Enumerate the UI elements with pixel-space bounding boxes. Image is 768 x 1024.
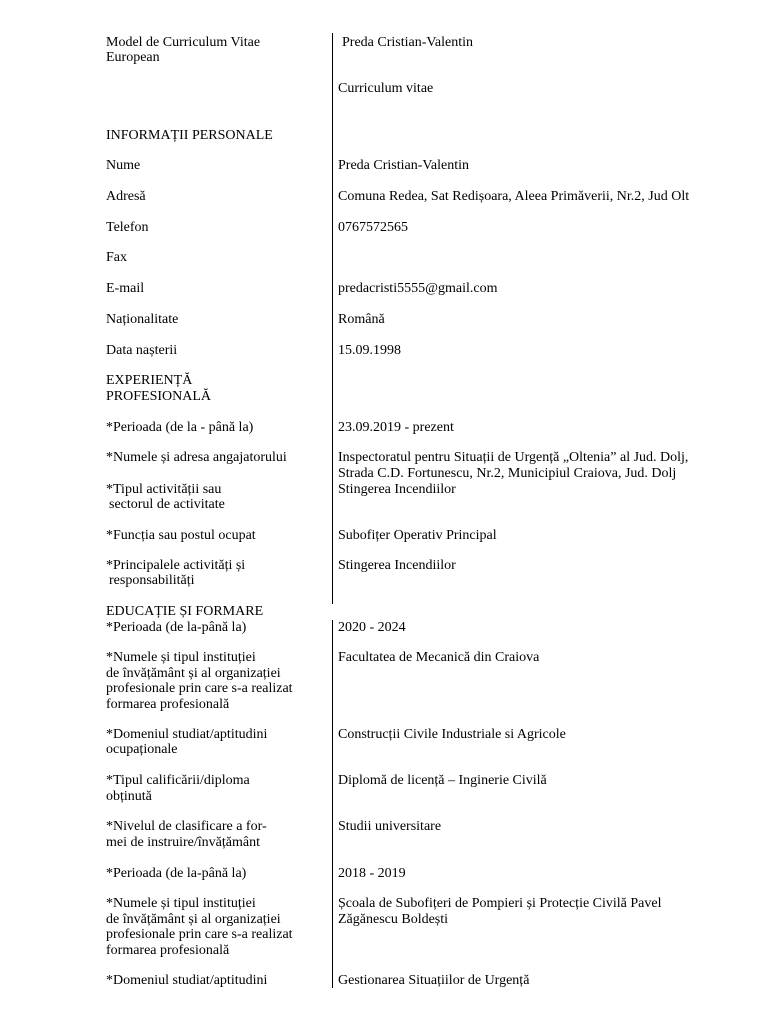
label-phone: Telefon <box>106 220 149 235</box>
label-edu1-period: *Perioada (de la-până la) <box>106 620 247 635</box>
label-duties-line1: *Principalele activități și <box>106 558 246 573</box>
label-edu1-domain-line2: ocupaționale <box>106 742 178 757</box>
label-experience-period: *Perioada (de la - până la) <box>106 420 254 435</box>
label-edu1-domain-line1: *Domeniul studiat/aptitudini <box>106 727 268 742</box>
value-name: Preda Cristian-Valentin <box>338 158 470 173</box>
label-edu1-qualification-line2: obținută <box>106 789 152 804</box>
column-divider-lower <box>332 620 333 988</box>
value-edu1-institution: Facultatea de Mecanică din Craiova <box>338 650 540 665</box>
label-name: Nume <box>106 158 141 173</box>
label-email: E-mail <box>106 281 145 296</box>
value-employer-line1: Inspectoratul pentru Situații de Urgență „Oltenia” al Jud. Dolj, <box>338 450 689 465</box>
header-person-name: Preda Cristian-Valentin <box>342 35 474 50</box>
value-edu2-institution-line2: Zăgănescu Boldești <box>338 912 449 927</box>
section-title-experience-line2: PROFESIONALĂ <box>106 389 212 404</box>
section-title-education: EDUCAȚIE ȘI FORMARE <box>106 604 264 619</box>
label-activity-type-line1: *Tipul activității sau <box>106 482 222 497</box>
value-email: predacristi5555@gmail.com <box>338 281 498 296</box>
value-address: Comuna Redea, Sat Redișoara, Aleea Primăverii, Nr.2, Jud Olt <box>338 189 690 204</box>
label-edu2-period: *Perioada (de la-până la) <box>106 866 247 881</box>
value-edu2-institution-line1: Școala de Subofițeri de Pompieri și Protecție Civilă Pavel <box>338 896 662 911</box>
value-employer-line2: Strada C.D. Fortunescu, Nr.2, Municipiul Craiova, Jud. Dolj <box>338 466 677 481</box>
value-position: Subofițer Operativ Principal <box>338 528 497 543</box>
label-edu1-institution-line2: de învățământ și al organizației <box>106 666 281 681</box>
label-edu1-institution-line1: *Numele și tipul instituției <box>106 650 256 665</box>
label-position: *Funcția sau postul ocupat <box>106 528 256 543</box>
section-title-experience-line1: EXPERIENȚĂ <box>106 373 193 388</box>
cv-model-title-line1: Model de Curriculum Vitae <box>106 35 261 50</box>
column-divider-upper <box>332 33 333 604</box>
label-edu2-institution-line1: *Numele și tipul instituției <box>106 896 256 911</box>
label-edu2-institution-line3: profesionale prin care s-a realizat <box>106 927 293 942</box>
label-edu1-institution-line3: profesionale prin care s-a realizat <box>106 681 293 696</box>
value-activity-type: Stingerea Incendiilor <box>338 482 456 497</box>
label-birth-date: Data nașterii <box>106 343 178 358</box>
label-fax: Fax <box>106 250 127 265</box>
label-nationality: Naționalitate <box>106 312 179 327</box>
value-edu1-qualification: Diplomă de licență – Inginerie Civilă <box>338 773 547 788</box>
label-edu1-institution-line4: formarea profesională <box>106 697 230 712</box>
value-birth-date: 15.09.1998 <box>338 343 401 358</box>
cv-title: Curriculum vitae <box>338 81 434 96</box>
label-edu1-level-line2: mei de instruire/învățământ <box>106 835 260 850</box>
label-employer: *Numele și adresa angajatorului <box>106 450 287 465</box>
value-edu2-period: 2018 - 2019 <box>338 866 406 881</box>
label-edu1-qualification-line1: *Tipul calificării/diploma <box>106 773 250 788</box>
section-title-personal-info: INFORMAȚII PERSONALE <box>106 128 273 143</box>
value-edu1-domain: Construcții Civile Industriale si Agricole <box>338 727 566 742</box>
label-edu2-institution-line2: de învățământ și al organizației <box>106 912 281 927</box>
value-edu1-period: 2020 - 2024 <box>338 620 406 635</box>
value-phone: 0767572565 <box>338 220 408 235</box>
value-duties: Stingerea Incendiilor <box>338 558 456 573</box>
value-edu1-level: Studii universitare <box>338 819 442 834</box>
label-duties-line2: responsabilități <box>109 573 195 588</box>
label-edu2-institution-line4: formarea profesională <box>106 943 230 958</box>
label-address: Adresă <box>106 189 146 204</box>
label-edu1-level-line1: *Nivelul de clasificare a for- <box>106 819 267 834</box>
value-experience-period: 23.09.2019 - prezent <box>338 420 454 435</box>
label-edu2-domain: *Domeniul studiat/aptitudini <box>106 973 268 988</box>
label-activity-type-line2: sectorul de activitate <box>109 497 225 512</box>
cv-model-title-line2: European <box>106 50 160 65</box>
value-edu2-domain: Gestionarea Situațiilor de Urgență <box>338 973 530 988</box>
value-nationality: Română <box>338 312 385 327</box>
